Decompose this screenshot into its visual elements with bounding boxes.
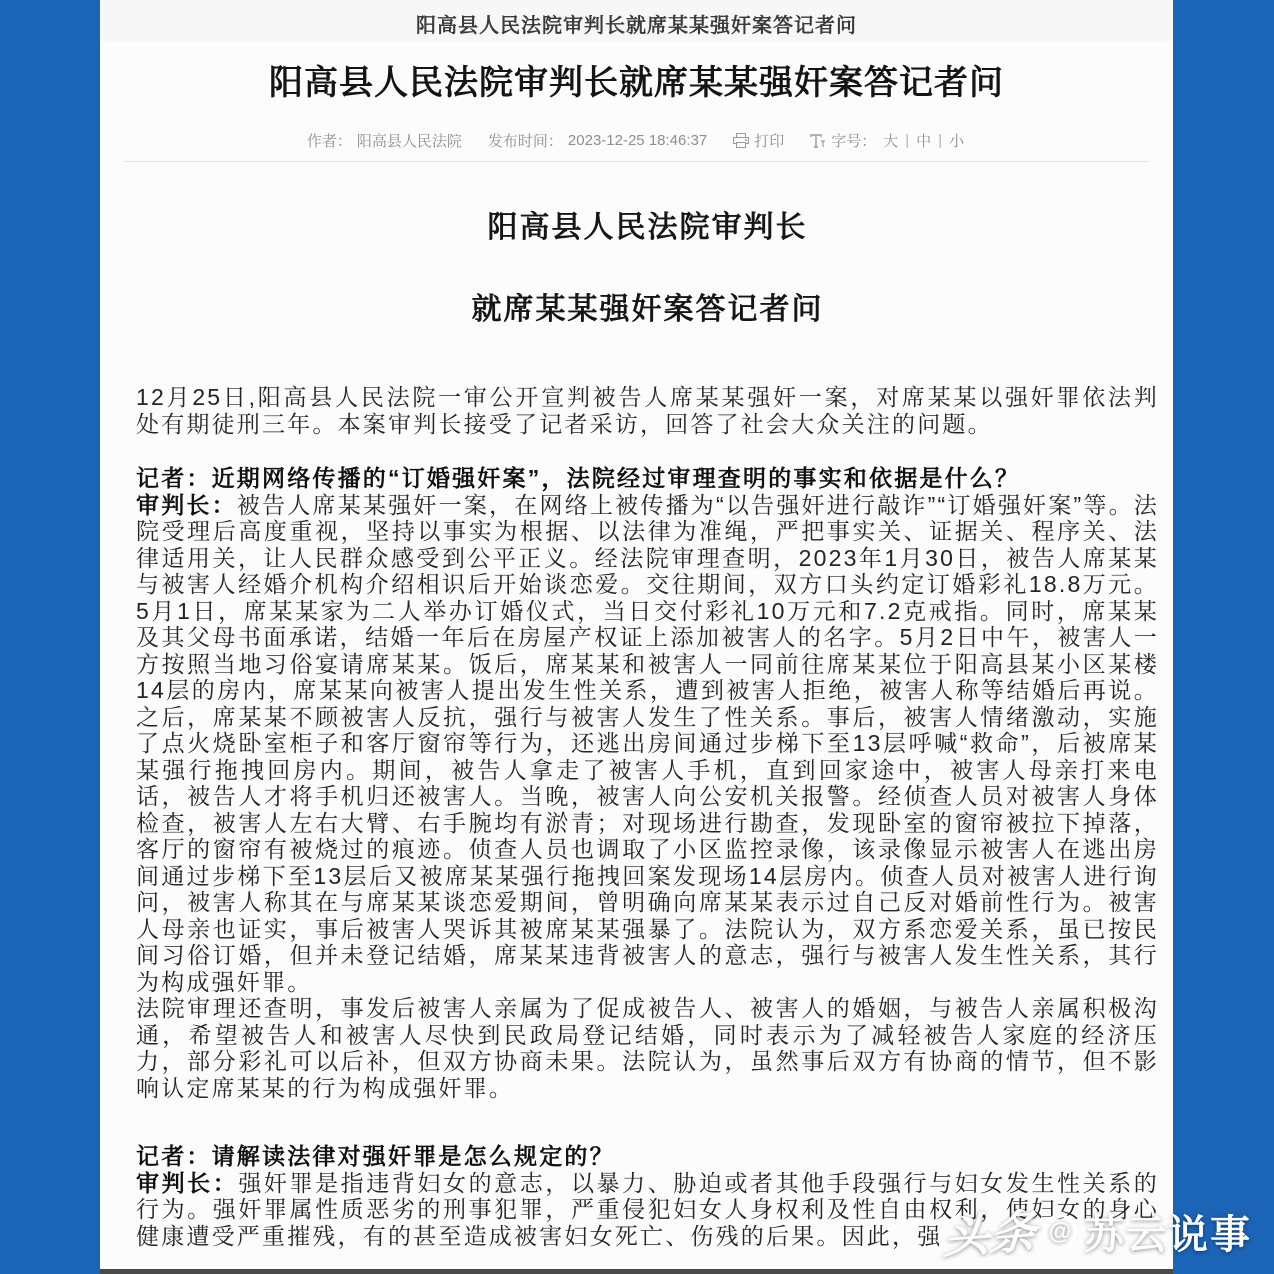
watermark-at-icon: @ <box>1043 1214 1077 1248</box>
printer-icon <box>733 133 749 148</box>
font-size-small-button[interactable]: 小 <box>949 133 965 150</box>
publish-time-meta <box>488 130 707 151</box>
article-main-title: 阳高县人民法院审判长就席某某强奸案答记者问 <box>269 64 1004 102</box>
author-meta <box>307 130 462 151</box>
bottom-edge-bar <box>100 1269 1173 1274</box>
article-subheading-line1: 阳高县人民法院审判长 <box>487 211 808 244</box>
print-button[interactable] <box>733 130 784 151</box>
answer-2-text: 强奸罪是指违背妇女的意志，以暴力、胁迫或者其他手段强行与妇女发生性关系的行为。强奸罪属性质恶劣的刑事犯罪，严重侵犯妇女人身权利及性自由权利，使妇女的身心健康遭受严重摧残，有的甚至造成被害妇女死亡、伤残的后果。因此，强 <box>136 1169 1159 1249</box>
page-header-title: 阳高县人民法院审判长就席某某强奸案答记者问 <box>416 15 857 37</box>
article-page <box>100 0 1173 1274</box>
article-meta-row <box>100 130 1173 151</box>
answer-2-speaker-label: 审判长： <box>136 1169 239 1196</box>
article-subheading-line2: 就席某某强奸案答记者问 <box>471 293 824 326</box>
question-2: 记者：请解读法律对强奸罪是怎么规定的？ <box>136 1143 615 1169</box>
watermark-toutiao-logo: 头条 <box>941 1204 1038 1264</box>
font-size-divider: | <box>905 132 910 149</box>
question-1: 记者：近期网络传播的“订婚强奸案”，法院经过审理查明的事实和依据是什么？ <box>136 465 1021 491</box>
answer-1-text: 被告人席某某强奸一案，在网络上被传播为“以告强奸进行敲诈”“订婚强奸案”等。法院受理后高度重视，坚持以事实为根据、以法律为准绳，严把事实关、证据关、程序关、法律适用关，让人民群众感受到公平正义。经法院审理查明，2023年1月30日，被告人席某某与被害人经婚介机构介绍相识后开始谈恋爱。交往期间，双方口头约定订婚彩礼18.8万元。5月1日，席某某家为二人举办订婚仪式，当日交付彩礼10万元和7.2克戒指。同时，席某某及其父母书面承诺，结婚一年后在房屋产权证上添加被害人的名字。5月2日中午，被害人一方按照当地习俗宴请席某某。饭后，席某某和被害人一同前往席某某位于阳高县某小区某楼14层的房内，席某某向被害人提出发生性关系，遭到被害人拒绝，被害人称等结婚后再说。之后，席某某不顾被害人反抗，强行与被害人发生了性关系。事后，被害人情绪激动，实施了点火烧卧室柜子和客厅窗帘等行为，还逃出房间通过步梯下至13层呼喊“救命”，后被席某某强行拖拽回房内。期间，被告人拿走了被害人手机，直到回家途中，被害人母亲打来电话，被告人才将手机归还被害人。当晚，被害人向公安机关报警。经侦查人员对被害人身体检查，被害人左右大臂、右手腕均有淤青；对现场进行勘查，发现卧室的窗帘被拉下掉落，客厅的窗帘有被烧过的痕迹。侦查人员也调取了小区监控录像，该录像显示被害人在逃出房间通过步梯下至13层后又被席某某强行拖拽回案发现场14层房内。侦查人员对被害人进行询问，被害人称其在与席某某谈恋爱期间，曾明确向席某某表示过自己反对婚前性行为。被害人母亲也证实，事后被害人哭诉其被席某某强暴了。法院认为，双方系恋爱关系，虽已按民间习俗订婚，但并未登记结婚，席某某违背被害人的意志，强行与被害人发生性关系，其行为构成强奸罪。 <box>136 491 1159 995</box>
meta-separator-line <box>124 161 1149 162</box>
font-size-control <box>810 130 966 151</box>
publish-time-label: 发布时间： <box>487 133 563 150</box>
watermark-handle: 苏云说事 <box>1084 1212 1252 1257</box>
answer-1-speaker-label: 审判长： <box>136 491 237 518</box>
font-size-label: 字号： <box>831 133 877 150</box>
author-label: 作者： <box>306 133 352 150</box>
publish-time-value: 2023-12-25 18:46:37 <box>567 132 708 149</box>
answer-1-paragraph-1 <box>136 492 1159 996</box>
answer-1-paragraph-2: 法院审理还查明，事发后被害人亲属为了促成被告人、被害人的婚姻，与被告人亲属积极沟通，希望被告人和被害人尽快到民政局登记结婚，同时表示为了减轻被告人家庭的经济压力，部分彩礼可以后补，但双方协商未果。法院认为，虽然事后双方有协商的情节，但不影响认定席某某的行为构成强奸罪。 <box>136 995 1159 1101</box>
article-body <box>100 202 1173 1249</box>
font-size-large-button[interactable]: 大 <box>883 133 899 150</box>
font-size-icon <box>810 134 826 148</box>
author-value: 阳高县人民法院 <box>356 133 462 150</box>
font-size-divider: | <box>938 132 943 149</box>
watermark <box>941 1198 1252 1264</box>
font-size-medium-button[interactable]: 中 <box>916 133 932 150</box>
intro-paragraph: 12月25日,阳高县人民法院一审公开宣判被告人席某某强奸一案，对席某某以强奸罪依法判处有期徒刑三年。本案审判长接受了记者采访，回答了社会大众关注的问题。 <box>136 384 1159 437</box>
print-label: 打印 <box>754 133 785 150</box>
page-header-strip <box>100 0 1173 41</box>
